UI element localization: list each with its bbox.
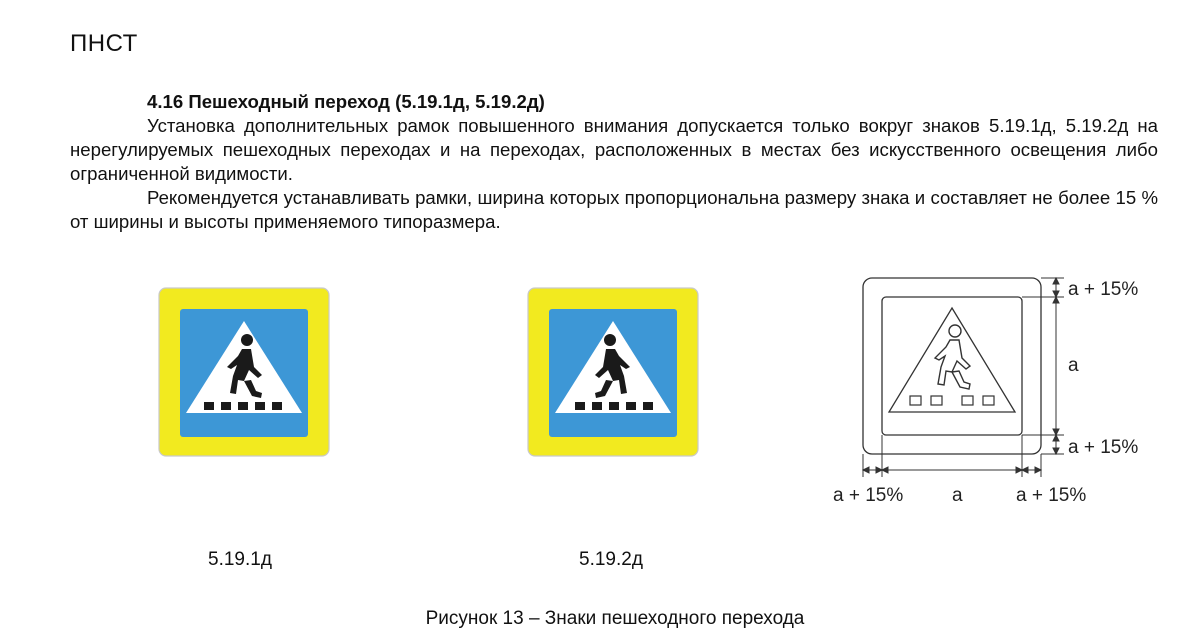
inner-sign-outline — [882, 297, 1022, 435]
pedestrian-outline-icon — [935, 325, 970, 389]
crosswalk-outline — [910, 396, 994, 405]
sign-5-19-1d — [158, 287, 330, 457]
dim-left-label: a + 15% — [833, 485, 904, 506]
dim-horizontal-a-label: a — [952, 485, 963, 506]
sign-2-label: 5.19.2д — [579, 549, 643, 570]
dim-bottom-label: a + 15% — [1068, 437, 1139, 458]
paragraph-2: Рекомендуется устанавливать рамки, ширина которых пропорциональна размеру знака и составляет не более 15 % от ширины и высоты применяемого типоразмера. — [70, 187, 1158, 232]
figure-caption: Рисунок 13 – Знаки пешеходного перехода — [425, 608, 805, 629]
dim-top-label: a + 15% — [1068, 279, 1139, 300]
dim-vertical-a-label: a — [1068, 355, 1079, 376]
sign-5-19-2d — [527, 287, 699, 457]
dimension-diagram — [820, 265, 1160, 520]
outer-frame-outline — [863, 278, 1041, 454]
sign-1-label: 5.19.1д — [208, 549, 272, 570]
section-4-16 — [70, 90, 1158, 234]
document-code: ПНСТ — [70, 30, 138, 57]
paragraph-1: Установка дополнительных рамок повышенного внимания допускается только вокруг знаков 5.19.1д, 5.19.2д на нерегулируемых пешеходных переходах и на переходах, расположенных в местах без искусственного освещения либо ограниченной видимости. — [70, 115, 1158, 184]
section-heading: 4.16 Пешеходный переход (5.19.1д, 5.19.2д) — [147, 91, 545, 112]
triangle-outline — [889, 308, 1015, 412]
dim-right-label: a + 15% — [1016, 485, 1087, 506]
